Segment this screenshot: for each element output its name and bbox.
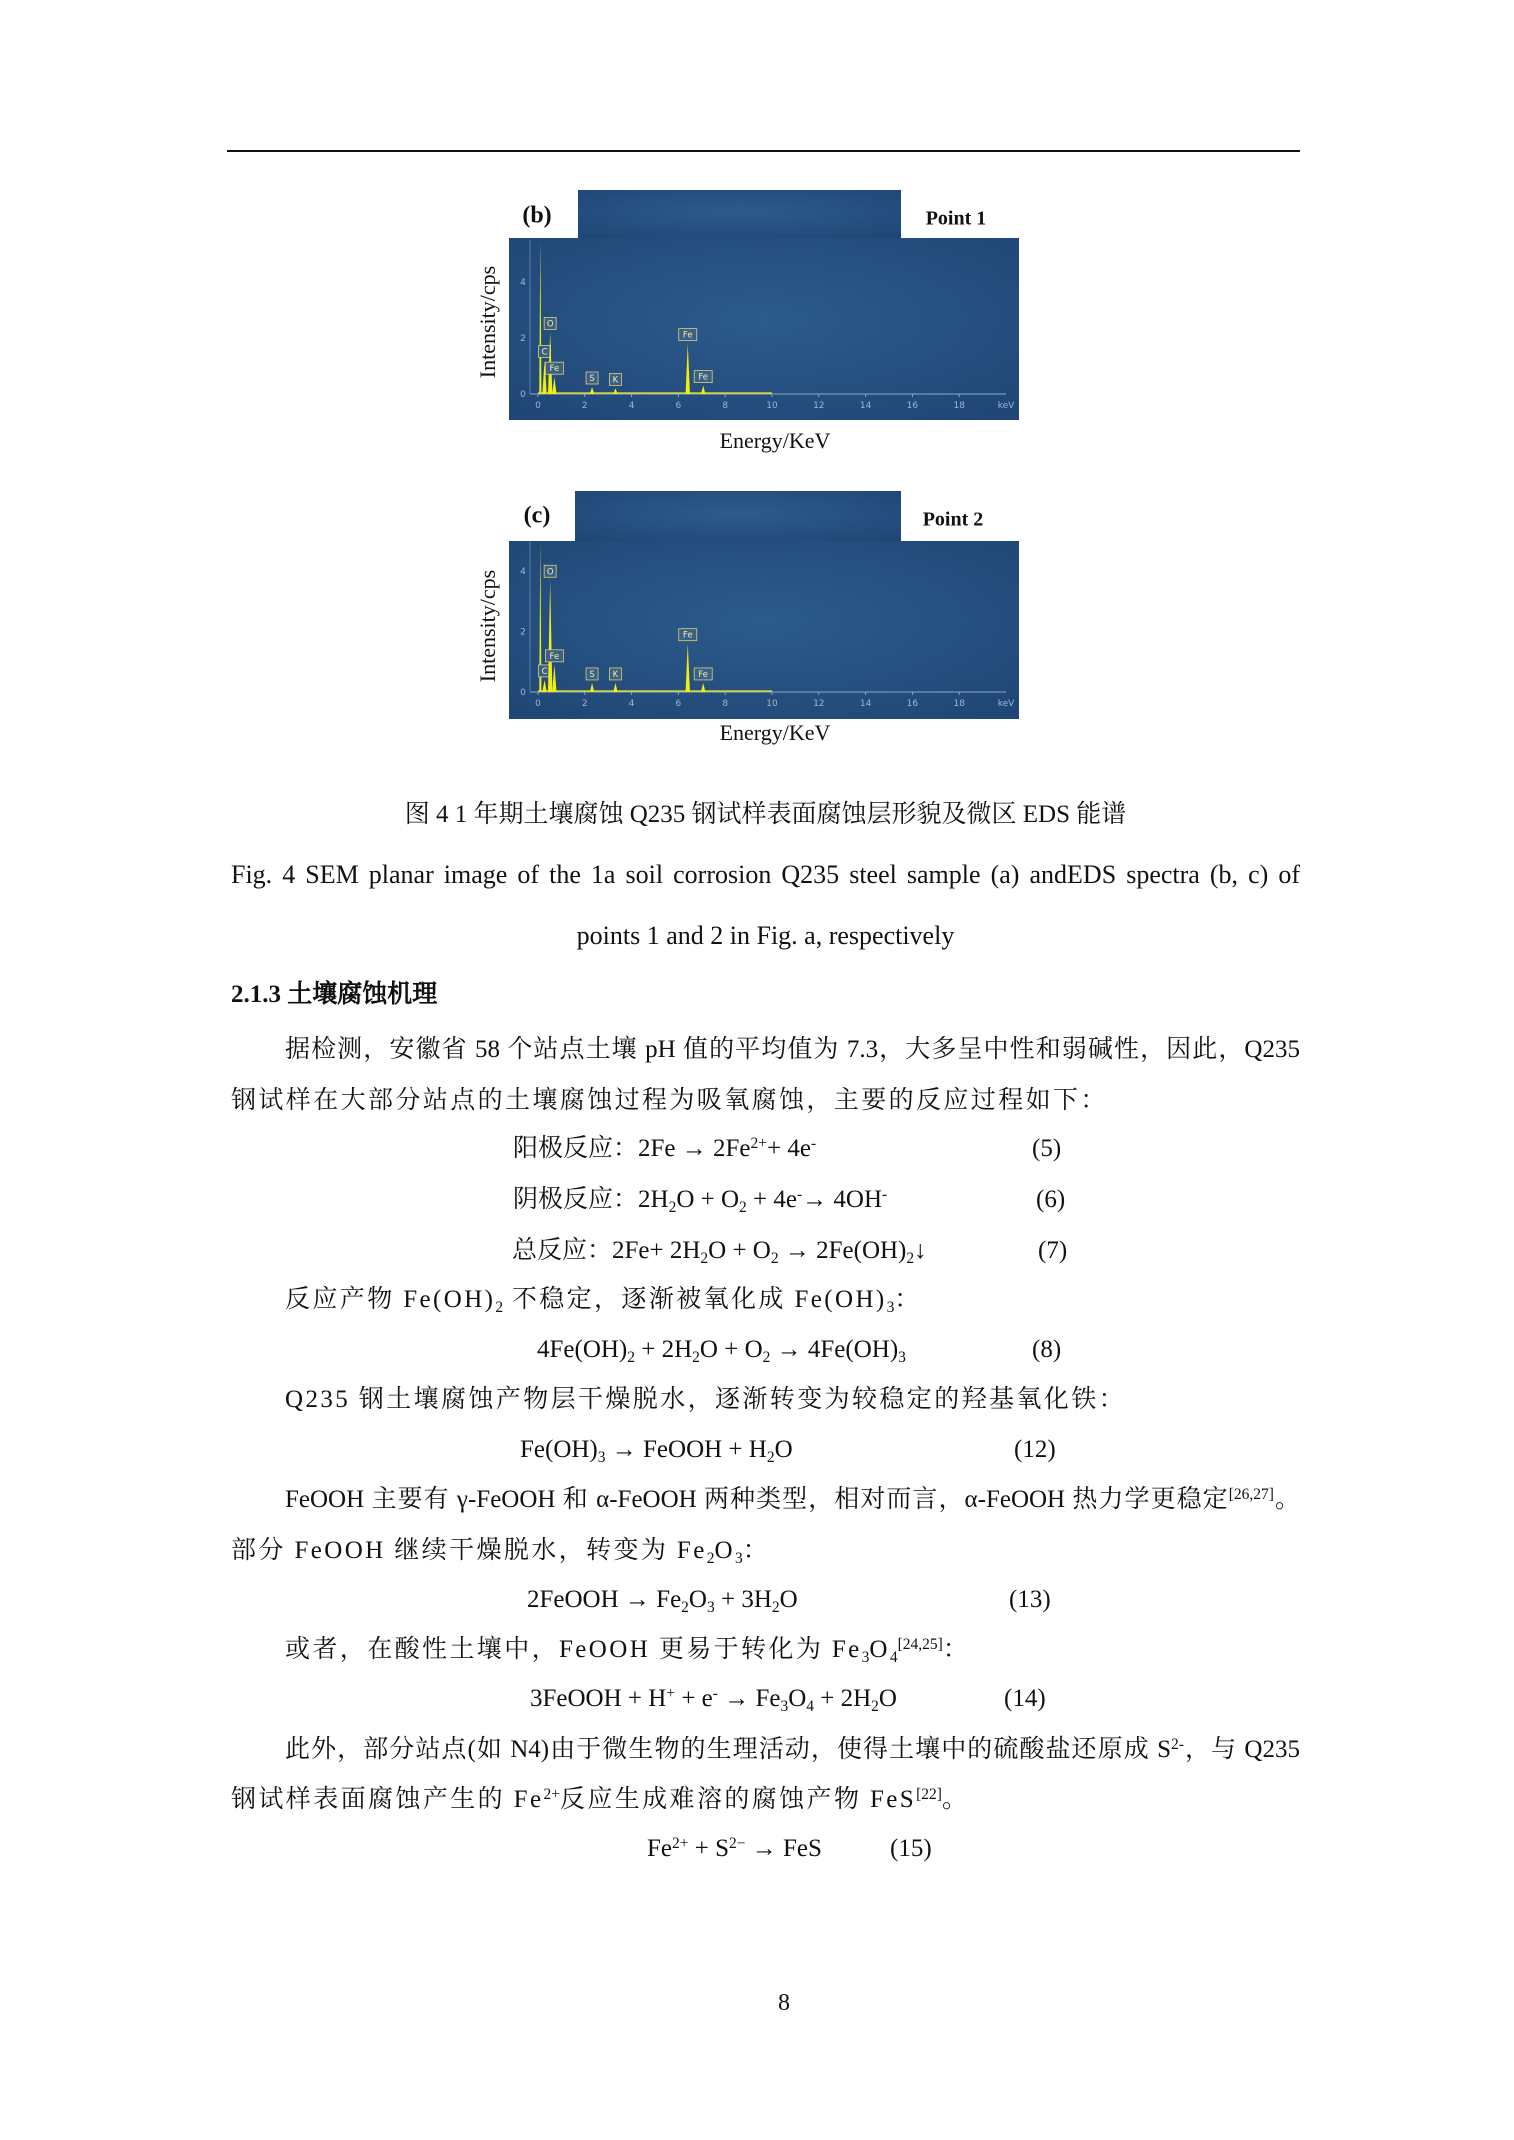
subscript: 3 bbox=[734, 1549, 743, 1567]
text-run: → 4Fe(OH) bbox=[770, 1336, 899, 1363]
subscript: 2 bbox=[770, 1249, 779, 1267]
peak-label: S bbox=[589, 374, 595, 384]
superscript: + bbox=[666, 1685, 676, 1703]
subscript: 2 bbox=[762, 1348, 771, 1366]
text-run: 阳极反应：2Fe → 2Fe bbox=[513, 1135, 751, 1162]
subscript: 2 bbox=[700, 1249, 709, 1267]
chart-title-point-1: Point 1 bbox=[925, 207, 987, 230]
x-tick-label: 12 bbox=[813, 699, 825, 709]
equation-number: (13) bbox=[1009, 1586, 1051, 1613]
equation-5 bbox=[513, 1132, 816, 1166]
peak-label: Fe bbox=[549, 651, 560, 662]
x-tick-label: 4 bbox=[628, 401, 635, 411]
x-tick-label: 8 bbox=[722, 699, 729, 709]
text-run: + e bbox=[675, 1685, 713, 1712]
x-unit-label: keV bbox=[997, 699, 1015, 709]
subscript: 3 bbox=[898, 1348, 906, 1366]
x-tick-label: 0 bbox=[535, 401, 541, 411]
subscript: 2 bbox=[668, 1198, 677, 1216]
text-run: 据检测，安徽省 58 个站点土壤 pH 值的平均值为 7.3，大多呈中性和弱碱性，因此，Q235 bbox=[285, 1036, 1300, 1063]
x-tick-label: 2 bbox=[581, 699, 588, 709]
text-run: 或者，在酸性土壤中，FeOOH 更易于转化为 Fe bbox=[285, 1636, 862, 1663]
subscript: 3 bbox=[706, 1598, 715, 1616]
peak-label: K bbox=[612, 669, 619, 680]
peak-label: S bbox=[589, 669, 595, 680]
equation-number: (6) bbox=[1036, 1186, 1066, 1213]
subscript: 2 bbox=[766, 1448, 775, 1466]
text-run: 。 bbox=[1273, 1486, 1300, 1513]
subscript: 4 bbox=[889, 1648, 898, 1666]
subscript: 2 bbox=[706, 1549, 715, 1567]
x-tick-label: 2 bbox=[581, 401, 588, 411]
text-run: + 4e bbox=[746, 1186, 797, 1213]
text-run: O bbox=[714, 1537, 735, 1564]
superscript: 2- bbox=[1170, 1736, 1184, 1754]
equation-12 bbox=[520, 1433, 793, 1467]
text-run: 不稳定，逐渐被氧化成 Fe(OH) bbox=[503, 1286, 887, 1313]
superscript: 2+ bbox=[672, 1835, 689, 1853]
peak-label: O bbox=[546, 319, 554, 330]
peak-label: Fe bbox=[682, 630, 693, 641]
text-run: ： bbox=[742, 1537, 771, 1564]
x-tick-label: 10 bbox=[766, 699, 778, 709]
equation-number: (12) bbox=[1014, 1436, 1056, 1463]
plot-background-tab bbox=[578, 190, 901, 239]
y-axis-label: Intensity/cps bbox=[475, 265, 500, 379]
header-rule bbox=[227, 150, 1300, 152]
y-tick-label: 4 bbox=[520, 567, 526, 578]
paragraph-line bbox=[231, 1783, 1300, 1817]
y-tick-label: 4 bbox=[520, 278, 526, 288]
superscript: [22] bbox=[916, 1786, 942, 1804]
peak-label: Fe bbox=[698, 669, 709, 680]
text-run: Fe bbox=[647, 1835, 672, 1862]
x-tick-label: 6 bbox=[675, 401, 682, 411]
peak-label: O bbox=[546, 567, 554, 578]
text-run: O bbox=[779, 1586, 798, 1613]
paragraph-line bbox=[285, 1633, 1300, 1667]
section-title: 土壤腐蚀机理 bbox=[287, 981, 438, 1008]
paragraph-line bbox=[231, 1084, 1300, 1118]
equation-14 bbox=[530, 1682, 897, 1716]
equation-number: (7) bbox=[1038, 1237, 1068, 1264]
text-run: + 2H bbox=[814, 1685, 872, 1712]
peak-label: Fe bbox=[549, 364, 560, 375]
y-tick-label: 0 bbox=[520, 390, 526, 400]
equation-6 bbox=[513, 1183, 887, 1217]
subscript: 2 bbox=[681, 1598, 689, 1616]
text-run: + 2H bbox=[635, 1336, 693, 1363]
superscript: 2− bbox=[729, 1835, 746, 1853]
chart-title-point-2: Point 2 bbox=[922, 508, 984, 531]
text-run: O + O bbox=[699, 1336, 763, 1363]
text-run: + 3H bbox=[714, 1586, 772, 1613]
equation-number: (15) bbox=[890, 1835, 932, 1862]
y-tick-label: 2 bbox=[520, 627, 526, 638]
x-tick-label: 18 bbox=[953, 699, 965, 709]
text-run: 总反应：2Fe+ 2H bbox=[512, 1237, 701, 1264]
x-tick-label: 0 bbox=[535, 699, 541, 709]
equation-7 bbox=[512, 1234, 927, 1268]
text-run: 。 bbox=[941, 1786, 970, 1813]
text-run: 部分 FeOOH 继续干燥脱水，转变为 Fe bbox=[231, 1537, 707, 1564]
x-axis-label: Energy/KeV bbox=[719, 428, 831, 453]
text-run: ，与 Q235 bbox=[1183, 1736, 1300, 1763]
subscript: 3 bbox=[861, 1648, 870, 1666]
paragraph-line bbox=[285, 1033, 1300, 1067]
text-run: → Fe bbox=[717, 1685, 781, 1712]
text-run: 3FeOOH + H bbox=[530, 1685, 667, 1712]
text-run: Q235 钢土壤腐蚀产物层干燥脱水，逐渐转变为较稳定的羟基氧化铁： bbox=[285, 1386, 1127, 1413]
plot-background-tab bbox=[575, 491, 901, 542]
x-tick-label: 6 bbox=[675, 699, 682, 709]
equation-number: (8) bbox=[1032, 1336, 1062, 1363]
text-run: O bbox=[774, 1436, 793, 1463]
peak-label: K bbox=[612, 375, 619, 386]
subscript: 2 bbox=[906, 1249, 915, 1267]
x-tick-label: 12 bbox=[813, 401, 825, 411]
subscript: 3 bbox=[597, 1448, 606, 1466]
text-run: O bbox=[788, 1685, 807, 1712]
y-axis-label: Intensity/cps bbox=[475, 569, 500, 683]
paragraph-line bbox=[285, 1733, 1300, 1767]
superscript: 2+ bbox=[750, 1135, 768, 1153]
figure-caption-en-line-2: points 1 and 2 in Fig. a, respectively bbox=[576, 921, 955, 950]
section-heading bbox=[231, 978, 1300, 1012]
figure-caption-cn: 图 4 1 年期土壤腐蚀 Q235 钢试样表面腐蚀层形貌及微区 EDS 能谱 bbox=[404, 801, 1127, 828]
y-tick-label: 2 bbox=[520, 334, 526, 344]
x-tick-label: 18 bbox=[953, 401, 965, 411]
text-run: 4Fe(OH) bbox=[537, 1336, 628, 1363]
text-run: 反应产物 Fe(OH) bbox=[285, 1286, 496, 1313]
text-run: O bbox=[878, 1685, 897, 1712]
subscript: 4 bbox=[806, 1697, 815, 1715]
panel-label-c: (c) bbox=[523, 502, 551, 529]
subscript: 2 bbox=[871, 1697, 879, 1715]
text-run: ↓ bbox=[914, 1237, 927, 1264]
equation-8 bbox=[537, 1333, 906, 1367]
paragraph-line bbox=[285, 1283, 1300, 1317]
text-run: O bbox=[869, 1636, 890, 1663]
x-tick-label: 14 bbox=[859, 401, 872, 411]
equation-number: (14) bbox=[1004, 1685, 1046, 1712]
y-tick-label: 0 bbox=[520, 688, 526, 698]
text-run: O + O bbox=[676, 1186, 740, 1213]
subscript: 2 bbox=[771, 1598, 780, 1616]
paragraph-line bbox=[231, 1534, 1300, 1568]
peak-label: Fe bbox=[682, 330, 693, 341]
superscript: - bbox=[796, 1186, 803, 1204]
text-run: → FeS bbox=[745, 1835, 822, 1862]
equation-number: (5) bbox=[1032, 1135, 1062, 1162]
text-run: 此外，部分站点(如 N4)由于微生物的生理活动，使得土壤中的硫酸盐还原成 S bbox=[285, 1736, 1171, 1763]
x-tick-label: 10 bbox=[766, 401, 778, 411]
superscript: 2+ bbox=[543, 1786, 560, 1804]
paragraph-line bbox=[285, 1383, 1300, 1417]
x-unit-label: keV bbox=[997, 401, 1015, 411]
equation-13 bbox=[527, 1583, 798, 1617]
subscript: 3 bbox=[886, 1298, 895, 1316]
superscript: - bbox=[712, 1685, 718, 1703]
subscript: 2 bbox=[495, 1298, 504, 1316]
x-tick-label: 4 bbox=[628, 699, 635, 709]
subscript: 2 bbox=[627, 1348, 636, 1366]
text-run: O + O bbox=[708, 1237, 771, 1264]
text-run: → 2Fe(OH) bbox=[778, 1237, 907, 1264]
equation-15 bbox=[647, 1832, 822, 1866]
text-run: ： bbox=[894, 1286, 922, 1313]
text-run: + S bbox=[688, 1835, 730, 1862]
text-run: → 4OH bbox=[802, 1186, 883, 1213]
x-axis-label: Energy/KeV bbox=[719, 720, 831, 745]
figure-caption-en-line-1: Fig. 4 SEM planar image of the 1a soil corrosion Q235 steel sample (a) andEDS spectra (b, c) of bbox=[231, 860, 1300, 889]
text-run: Fe(OH) bbox=[520, 1436, 598, 1463]
text-run: 钢试样表面腐蚀产生的 Fe bbox=[231, 1786, 544, 1813]
x-tick-label: 16 bbox=[906, 699, 919, 709]
superscript: [26,27] bbox=[1228, 1486, 1274, 1504]
x-tick-label: 16 bbox=[906, 401, 919, 411]
subscript: 2 bbox=[739, 1198, 747, 1216]
paragraph-line bbox=[285, 1483, 1300, 1517]
subscript: 3 bbox=[780, 1697, 789, 1715]
page-number: 8 bbox=[778, 1990, 790, 2016]
text-run: FeOOH 主要有 γ-FeOOH 和 α-FeOOH 两种类型，相对而言，α-FeOOH 热力学更稳定 bbox=[285, 1486, 1229, 1513]
superscript: - bbox=[882, 1186, 888, 1204]
text-run: 阴极反应：2H bbox=[513, 1186, 669, 1213]
subscript: 2 bbox=[692, 1348, 700, 1366]
text-run: ： bbox=[942, 1636, 971, 1663]
text-run: → FeOOH + H bbox=[605, 1436, 767, 1463]
text-run: 反应生成难溶的腐蚀产物 FeS bbox=[559, 1786, 917, 1813]
text-run: + 4e bbox=[767, 1135, 811, 1162]
text-run: 钢试样在大部分站点的土壤腐蚀过程为吸氧腐蚀，主要的反应过程如下： bbox=[231, 1087, 1108, 1114]
superscript: [24,25] bbox=[897, 1636, 943, 1654]
section-number: 2.1.3 bbox=[231, 981, 281, 1008]
peak-label: Fe bbox=[698, 372, 709, 383]
superscript: - bbox=[810, 1135, 817, 1153]
peak-label: C bbox=[541, 666, 548, 677]
panel-label-b: (b) bbox=[522, 202, 552, 229]
peak-label: C bbox=[541, 347, 548, 358]
x-tick-label: 8 bbox=[722, 401, 729, 411]
x-tick-label: 14 bbox=[859, 699, 872, 709]
text-run: 2FeOOH → Fe bbox=[527, 1586, 682, 1613]
text-run: O bbox=[688, 1586, 707, 1613]
